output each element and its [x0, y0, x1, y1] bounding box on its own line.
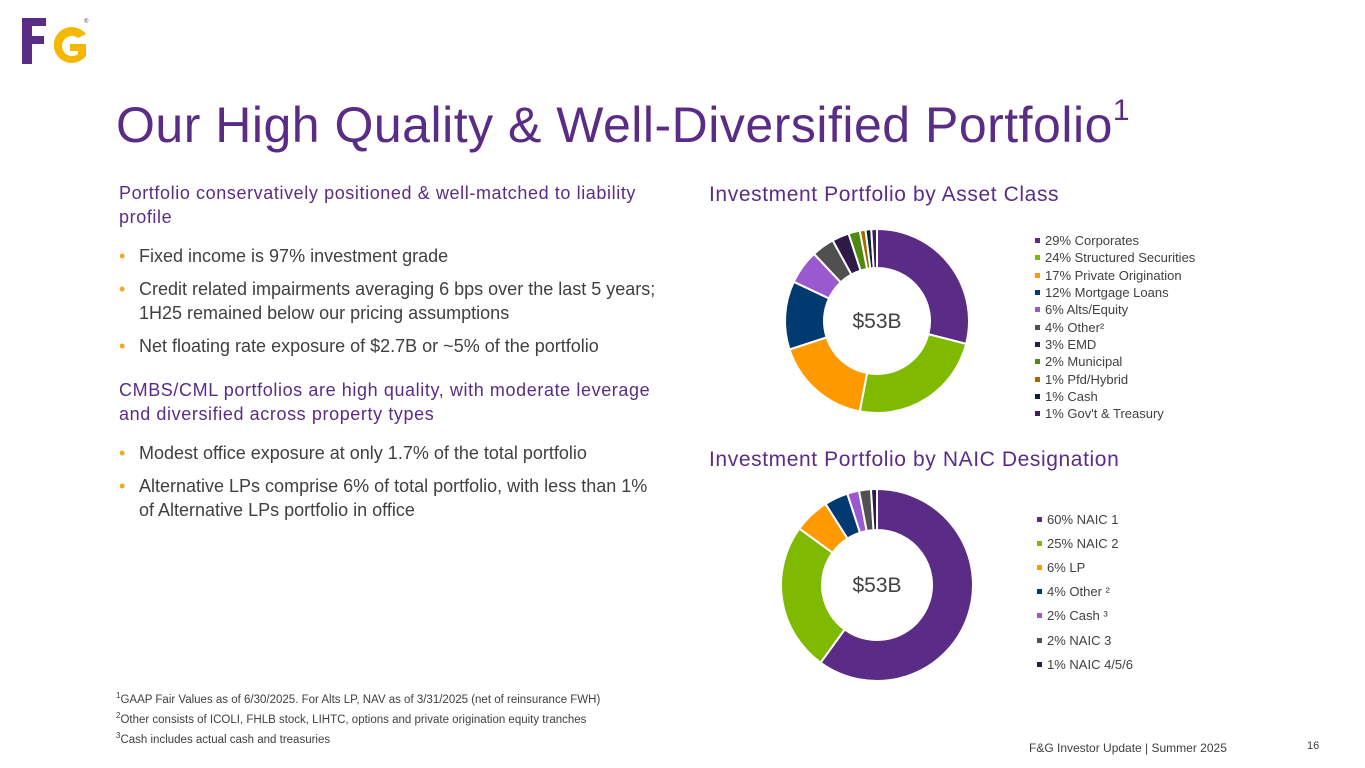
legend-label: 2% Cash ³: [1047, 608, 1108, 624]
footnotes: [116, 688, 600, 747]
asset-class-legend: [1035, 232, 1195, 422]
legend-item: [1035, 318, 1195, 335]
legend-label: 1% Gov't & Treasury: [1045, 406, 1164, 422]
legend-item: [1035, 353, 1195, 370]
legend-label: 24% Structured Securities: [1045, 250, 1196, 266]
legend-swatch: [1037, 662, 1042, 667]
bullet-text: Modest office exposure at only 1.7% of the total portfolio: [139, 443, 587, 463]
footnote-1-marker: 1: [116, 691, 121, 700]
legend-label: 1% NAIC 4/5/6: [1047, 656, 1133, 672]
legend-label: 60% NAIC 1: [1047, 511, 1119, 527]
legend-item: [1035, 370, 1195, 387]
legend-swatch: [1035, 359, 1040, 364]
bullet-icon: •: [119, 246, 126, 266]
legend-swatch: [1035, 325, 1040, 330]
section2-bullets: [119, 441, 659, 531]
legend-label: 25% NAIC 2: [1047, 535, 1119, 551]
section2-heading: CMBS/CML portfolios are high quality, with moderate leverage and diversified across property types: [119, 380, 651, 424]
naic-chart-title: Investment Portfolio by NAIC Designation: [709, 448, 1120, 471]
asset-class-chart-title: Investment Portfolio by Asset Class: [709, 183, 1060, 206]
legend-swatch: [1037, 517, 1042, 522]
footnote-1-text: GAAP Fair Values as of 6/30/2025. For Alts LP, NAV as of 3/31/2025 (net of reinsurance FWH): [120, 693, 601, 706]
legend-item: [1035, 405, 1195, 422]
bullet-icon: •: [119, 336, 126, 356]
naic-donut: [780, 488, 974, 682]
title-footnote-ref: 1: [1112, 94, 1131, 127]
page-number: 16: [1307, 740, 1320, 752]
bullet-icon: •: [119, 443, 126, 463]
footnote-2-text: Other consists of ICOLI, FHLB stock, LIHTC, options and private origination equity tranches: [120, 713, 587, 726]
legend-item: [1035, 284, 1195, 301]
legend-label: 1% Pfd/Hybrid: [1045, 371, 1129, 387]
bullet-item: [119, 334, 659, 358]
bullet-text: Net floating rate exposure of $2.7B or ~5% of the portfolio: [139, 336, 599, 356]
legend-swatch: [1037, 638, 1042, 643]
footer-text: F&G Investor Update | Summer 2025: [1029, 741, 1227, 755]
legend-swatch: [1037, 613, 1042, 618]
donut-slice: [790, 337, 868, 411]
legend-label: 2% NAIC 3: [1047, 632, 1112, 648]
legend-item: [1035, 301, 1195, 318]
bullet-text: Fixed income is 97% investment grade: [139, 246, 449, 266]
legend-item: [1035, 388, 1195, 405]
bullet-icon: •: [119, 279, 126, 299]
legend-item: [1035, 336, 1195, 353]
legend-swatch: [1037, 589, 1042, 594]
section1-bullets: [119, 244, 659, 367]
legend-swatch: [1035, 255, 1040, 260]
bullet-item: [119, 474, 659, 522]
footnote-1: [116, 688, 600, 708]
legend-item: [1035, 249, 1195, 266]
bullet-text: Credit related impairments averaging 6 bps over the last 5 years; 1H25 remained below our pricing assumptions: [139, 279, 656, 323]
legend-swatch: [1035, 342, 1040, 347]
footnote-3: [116, 728, 600, 748]
legend-swatch: [1035, 377, 1040, 382]
legend-item: [1037, 628, 1133, 652]
legend-label: 2% Municipal: [1045, 354, 1123, 370]
footnote-3-text: Cash includes actual cash and treasuries: [120, 733, 331, 746]
bullet-item: [119, 441, 659, 465]
legend-label: 29% Corporates: [1045, 233, 1139, 249]
footnote-2-marker: 2: [116, 710, 121, 720]
legend-item: [1037, 507, 1133, 531]
donut-slice: [860, 334, 966, 413]
legend-label: 4% Other ²: [1047, 584, 1110, 600]
legend-swatch: [1035, 394, 1040, 399]
legend-item: [1035, 232, 1195, 249]
page-title-text: Our High Quality & Well-Diversified Portfolio: [116, 97, 1113, 153]
legend-swatch: [1035, 411, 1040, 416]
fg-logo: [20, 16, 92, 68]
legend-label: 1% Cash: [1045, 388, 1098, 404]
legend-swatch: [1037, 541, 1042, 546]
legend-swatch: [1035, 273, 1040, 278]
legend-item: [1037, 652, 1133, 676]
footnote-2: [116, 708, 600, 728]
donut-center-label: $53B: [852, 574, 902, 597]
legend-label: 6% LP: [1047, 559, 1086, 575]
logo-ampersand: &: [42, 39, 51, 53]
section1-heading: Portfolio conservatively positioned & well-matched to liability profile: [119, 183, 637, 227]
legend-item: [1037, 531, 1133, 555]
registered-mark: ®: [84, 19, 89, 25]
legend-label: 3% EMD: [1045, 336, 1097, 352]
legend-label: 12% Mortgage Loans: [1045, 285, 1169, 301]
bullet-text: Alternative LPs comprise 6% of total portfolio, with less than 1% of Alternative LPs portfolio in office: [139, 476, 648, 520]
bullet-item: [119, 244, 659, 268]
legend-label: 17% Private Origination: [1045, 267, 1182, 283]
legend-label: 6% Alts/Equity: [1045, 302, 1129, 318]
asset-class-donut: [784, 228, 970, 414]
logo-g-shape: [54, 27, 86, 63]
donut-center-label: $53B: [852, 310, 902, 333]
legend-swatch: [1035, 290, 1040, 295]
legend-swatch: [1035, 307, 1040, 312]
naic-legend: [1037, 507, 1133, 676]
bullet-icon: •: [119, 476, 126, 496]
legend-item: [1037, 555, 1133, 579]
legend-label: 4% Other²: [1045, 319, 1105, 335]
footnote-3-marker: 3: [116, 730, 121, 740]
legend-swatch: [1037, 565, 1042, 570]
page-title: [116, 96, 1130, 154]
legend-item: [1037, 580, 1133, 604]
legend-item: [1037, 604, 1133, 628]
legend-swatch: [1035, 238, 1040, 243]
bullet-item: [119, 277, 659, 325]
legend-item: [1035, 267, 1195, 284]
